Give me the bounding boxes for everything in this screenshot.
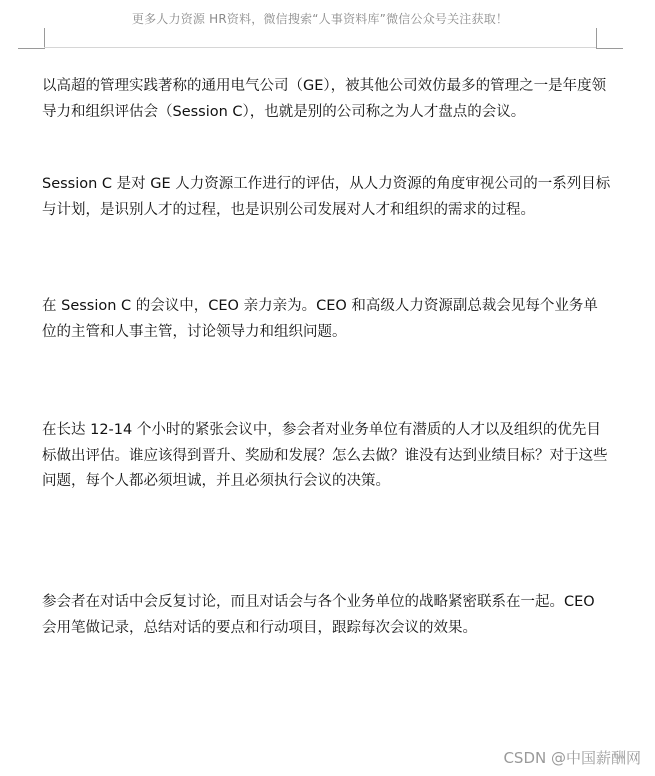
header-divider — [44, 47, 596, 48]
paragraph-4: 在长达 12-14 个小时的紧张会议中，参会者对业务单位有潜质的人才以及组织的优先目标做出评估。谁应该得到晋升、奖励和发展？怎么去做？谁没有达到业绩目标？对于这些问题，每个人都必须坦诚，并且必须执行会议的决策。 — [42, 422, 608, 489]
paragraph-3: 在 Session C 的会议中，CEO 亲力亲为。CEO 和高级人力资源副总裁会见每个业务单位的主管和人事主管，讨论领导力和组织问题。 — [42, 298, 598, 340]
paragraph-2: Session C 是对 GE 人力资源工作进行的评估，从人力资源的角度审视公司的一系列目标与计划，是识别人才的过程，也是识别公司发展对人才和组织的需求的过程。 — [42, 176, 611, 218]
header-notice: 更多人力资源 HR资料，微信搜索“人事资料库”微信公众号关注获取！ — [131, 12, 509, 26]
paragraph-5: 参会者在对话中会反复讨论，而且对话会与各个业务单位的战略紧密联系在一起。CEO 会用笔做记录，总结对话的要点和行动项目，跟踪每次会议的效果。 — [42, 594, 595, 636]
watermark: CSDN @中国薪酬网 — [503, 749, 641, 767]
page-corner-mark-left — [18, 28, 45, 49]
page-corner-mark-right — [596, 28, 623, 49]
paragraph-1: 以高超的管理实践著称的通用电气公司（GE），被其他公司效仿最多的管理之一是年度领导力和组织评估会（Session C），也就是别的公司称之为人才盘点的会议。 — [42, 78, 607, 120]
